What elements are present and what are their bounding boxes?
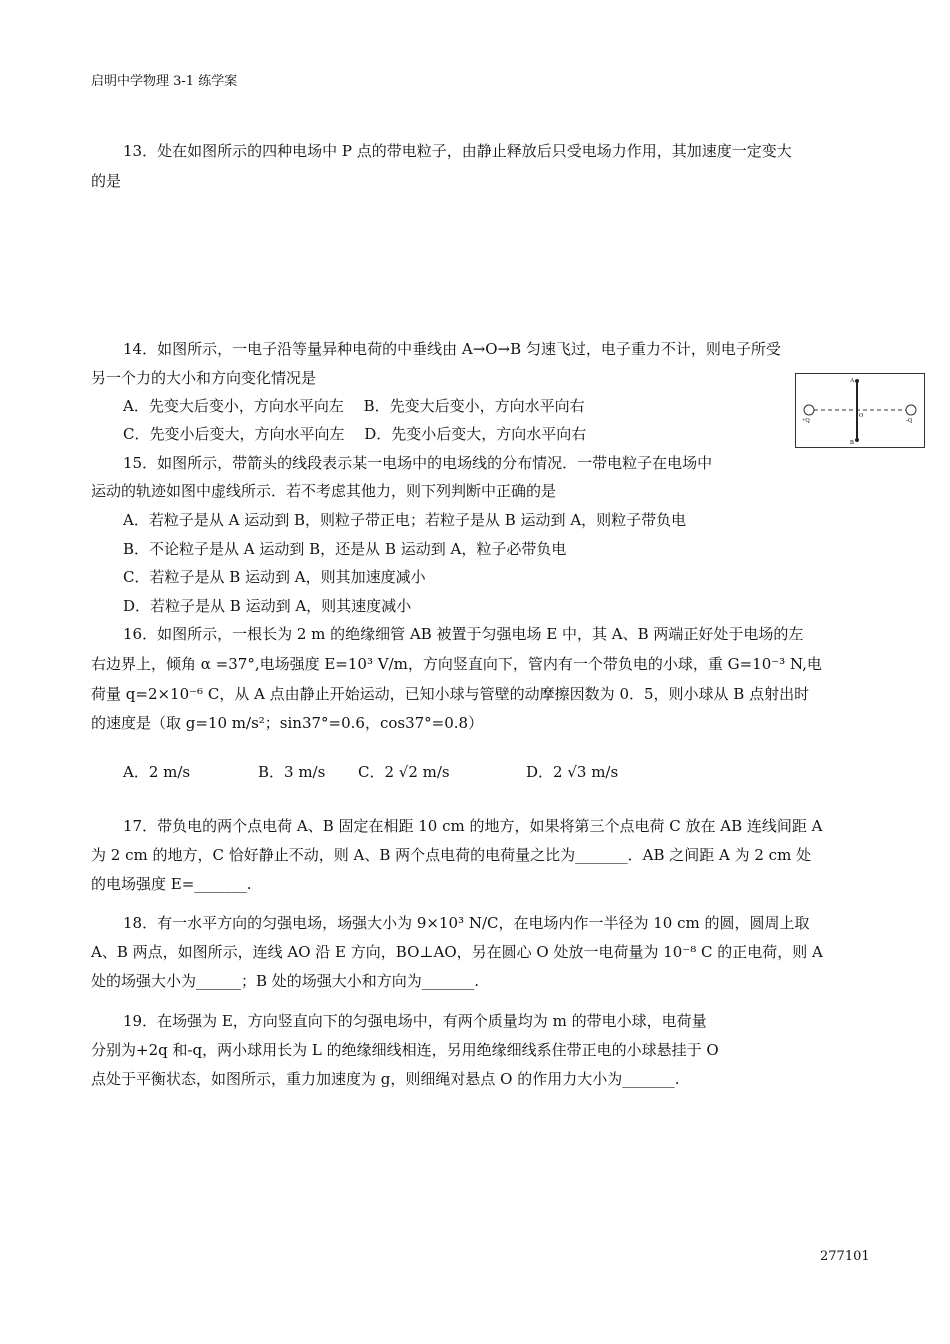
q16-line-4: 的速度是（取 g=10 m/s²；sin37°=0.6，cos37°=0.8）	[91, 714, 484, 732]
q16-option-a: A．2 m/s	[123, 763, 191, 781]
q14-options-cd: C．先变小后变大，方向水平向左 D．先变小后变大，方向水平向右	[123, 425, 587, 443]
q13-line-1: 13．处在如图所示的四种电场中 P 点的带电粒子，由静止释放后只受电场力作用，其加速度一定变大	[123, 142, 792, 160]
q18-line-3: 处的场强大小为______；B 处的场强大小和方向为_______.	[91, 972, 480, 990]
q15-option-a: A．若粒子是从 A 运动到 B，则粒子带正电；若粒子是从 B 运动到 A，则粒子带负电	[123, 511, 687, 529]
document-header: 启明中学物理 3-1 练学案	[91, 74, 238, 89]
q15-line-2: 运动的轨迹如图中虚线所示．若不考虑其他力，则下列判断中正确的是	[91, 482, 557, 500]
fig14-label-minus: -Q	[906, 418, 913, 424]
q15-option-b: B．不论粒子是从 A 运动到 B，还是从 B 运动到 A，粒子必带负电	[123, 540, 567, 558]
q16-option-d: D．2 √3 m/s	[526, 763, 619, 781]
q17-line-1: 17．带负电的两个点电荷 A、B 固定在相距 10 cm 的地方，如果将第三个点电荷 C 放在 AB 连线间距 A	[123, 817, 823, 835]
q18-line-1: 18．有一水平方向的匀强电场，场强大小为 9×10³ N/C，在电场内作一半径为 10 cm 的圆，圆周上取	[123, 914, 810, 932]
q18-line-2: A、B 两点，如图所示，连线 AO 沿 E 方向，BO⊥AO，另在圆心 O 处放一电荷量为 10⁻⁸ C 的正电荷，则 A	[91, 943, 823, 961]
q19-line-1: 19．在场强为 E，方向竖直向下的匀强电场中，有两个质量均为 m 的带电小球，电荷量	[123, 1012, 707, 1030]
q19-line-2: 分别为+2q 和-q，两小球用长为 L 的绝缘细线相连，另用绝缘细线系住带正电的小球悬挂于 O	[91, 1041, 719, 1059]
q15-option-c: C．若粒子是从 B 运动到 A，则其加速度减小	[123, 568, 426, 586]
q16-line-1: 16．如图所示，一根长为 2 m 的绝缘细管 AB 被置于匀强电场 E 中，其 A、B 两端正好处于电场的左	[123, 625, 804, 643]
q17-line-3: 的电场强度 E=_______.	[91, 875, 252, 893]
q16-option-b: B．3 m/s	[258, 763, 326, 781]
q16-line-3: 荷量 q=2×10⁻⁶ C，从 A 点由静止开始运动，已知小球与管壁的动摩擦因数为 0．5，则小球从 B 点射出时	[91, 685, 810, 703]
fig14-label-b: B	[850, 440, 855, 446]
q16-option-c: C．2 √2 m/s	[358, 763, 450, 781]
q14-figure	[795, 373, 925, 448]
q14-options-ab: A．先变大后变小，方向水平向左 B．先变大后变小，方向水平向右	[123, 397, 585, 415]
q19-line-3: 点处于平衡状态，如图所示，重力加速度为 g，则细绳对悬点 O 的作用力大小为_______.	[91, 1070, 680, 1088]
q15-option-d: D．若粒子是从 B 运动到 A，则其速度减小	[123, 597, 412, 615]
fig14-label-plus: +Q	[802, 418, 810, 424]
q17-line-2: 为 2 cm 的地方，C 恰好静止不动，则 A、B 两个点电荷的电荷量之比为_______．AB 之间距 A 为 2 cm 处	[91, 846, 812, 864]
q15-line-1: 15．如图所示，带箭头的线段表示某一电场中的电场线的分布情况．一带电粒子在电场中	[123, 454, 713, 472]
q14-line-1: 14．如图所示，一电子沿等量异种电荷的中垂线由 A→O→B 匀速飞过，电子重力不计，则电子所受	[123, 340, 781, 358]
q16-line-2: 右边界上，倾角 α =37°,电场强度 E=10³ V/m，方向竖直向下，管内有一个带负电的小球，重 G=10⁻³ N,电	[91, 655, 822, 673]
page-footer-code: 277101	[820, 1249, 870, 1264]
fig14-label-a: A	[850, 378, 855, 384]
q13-line-2: 的是	[91, 172, 122, 190]
q14-line-2: 另一个力的大小和方向变化情况是	[91, 369, 317, 387]
fig14-label-o: O	[859, 413, 864, 419]
